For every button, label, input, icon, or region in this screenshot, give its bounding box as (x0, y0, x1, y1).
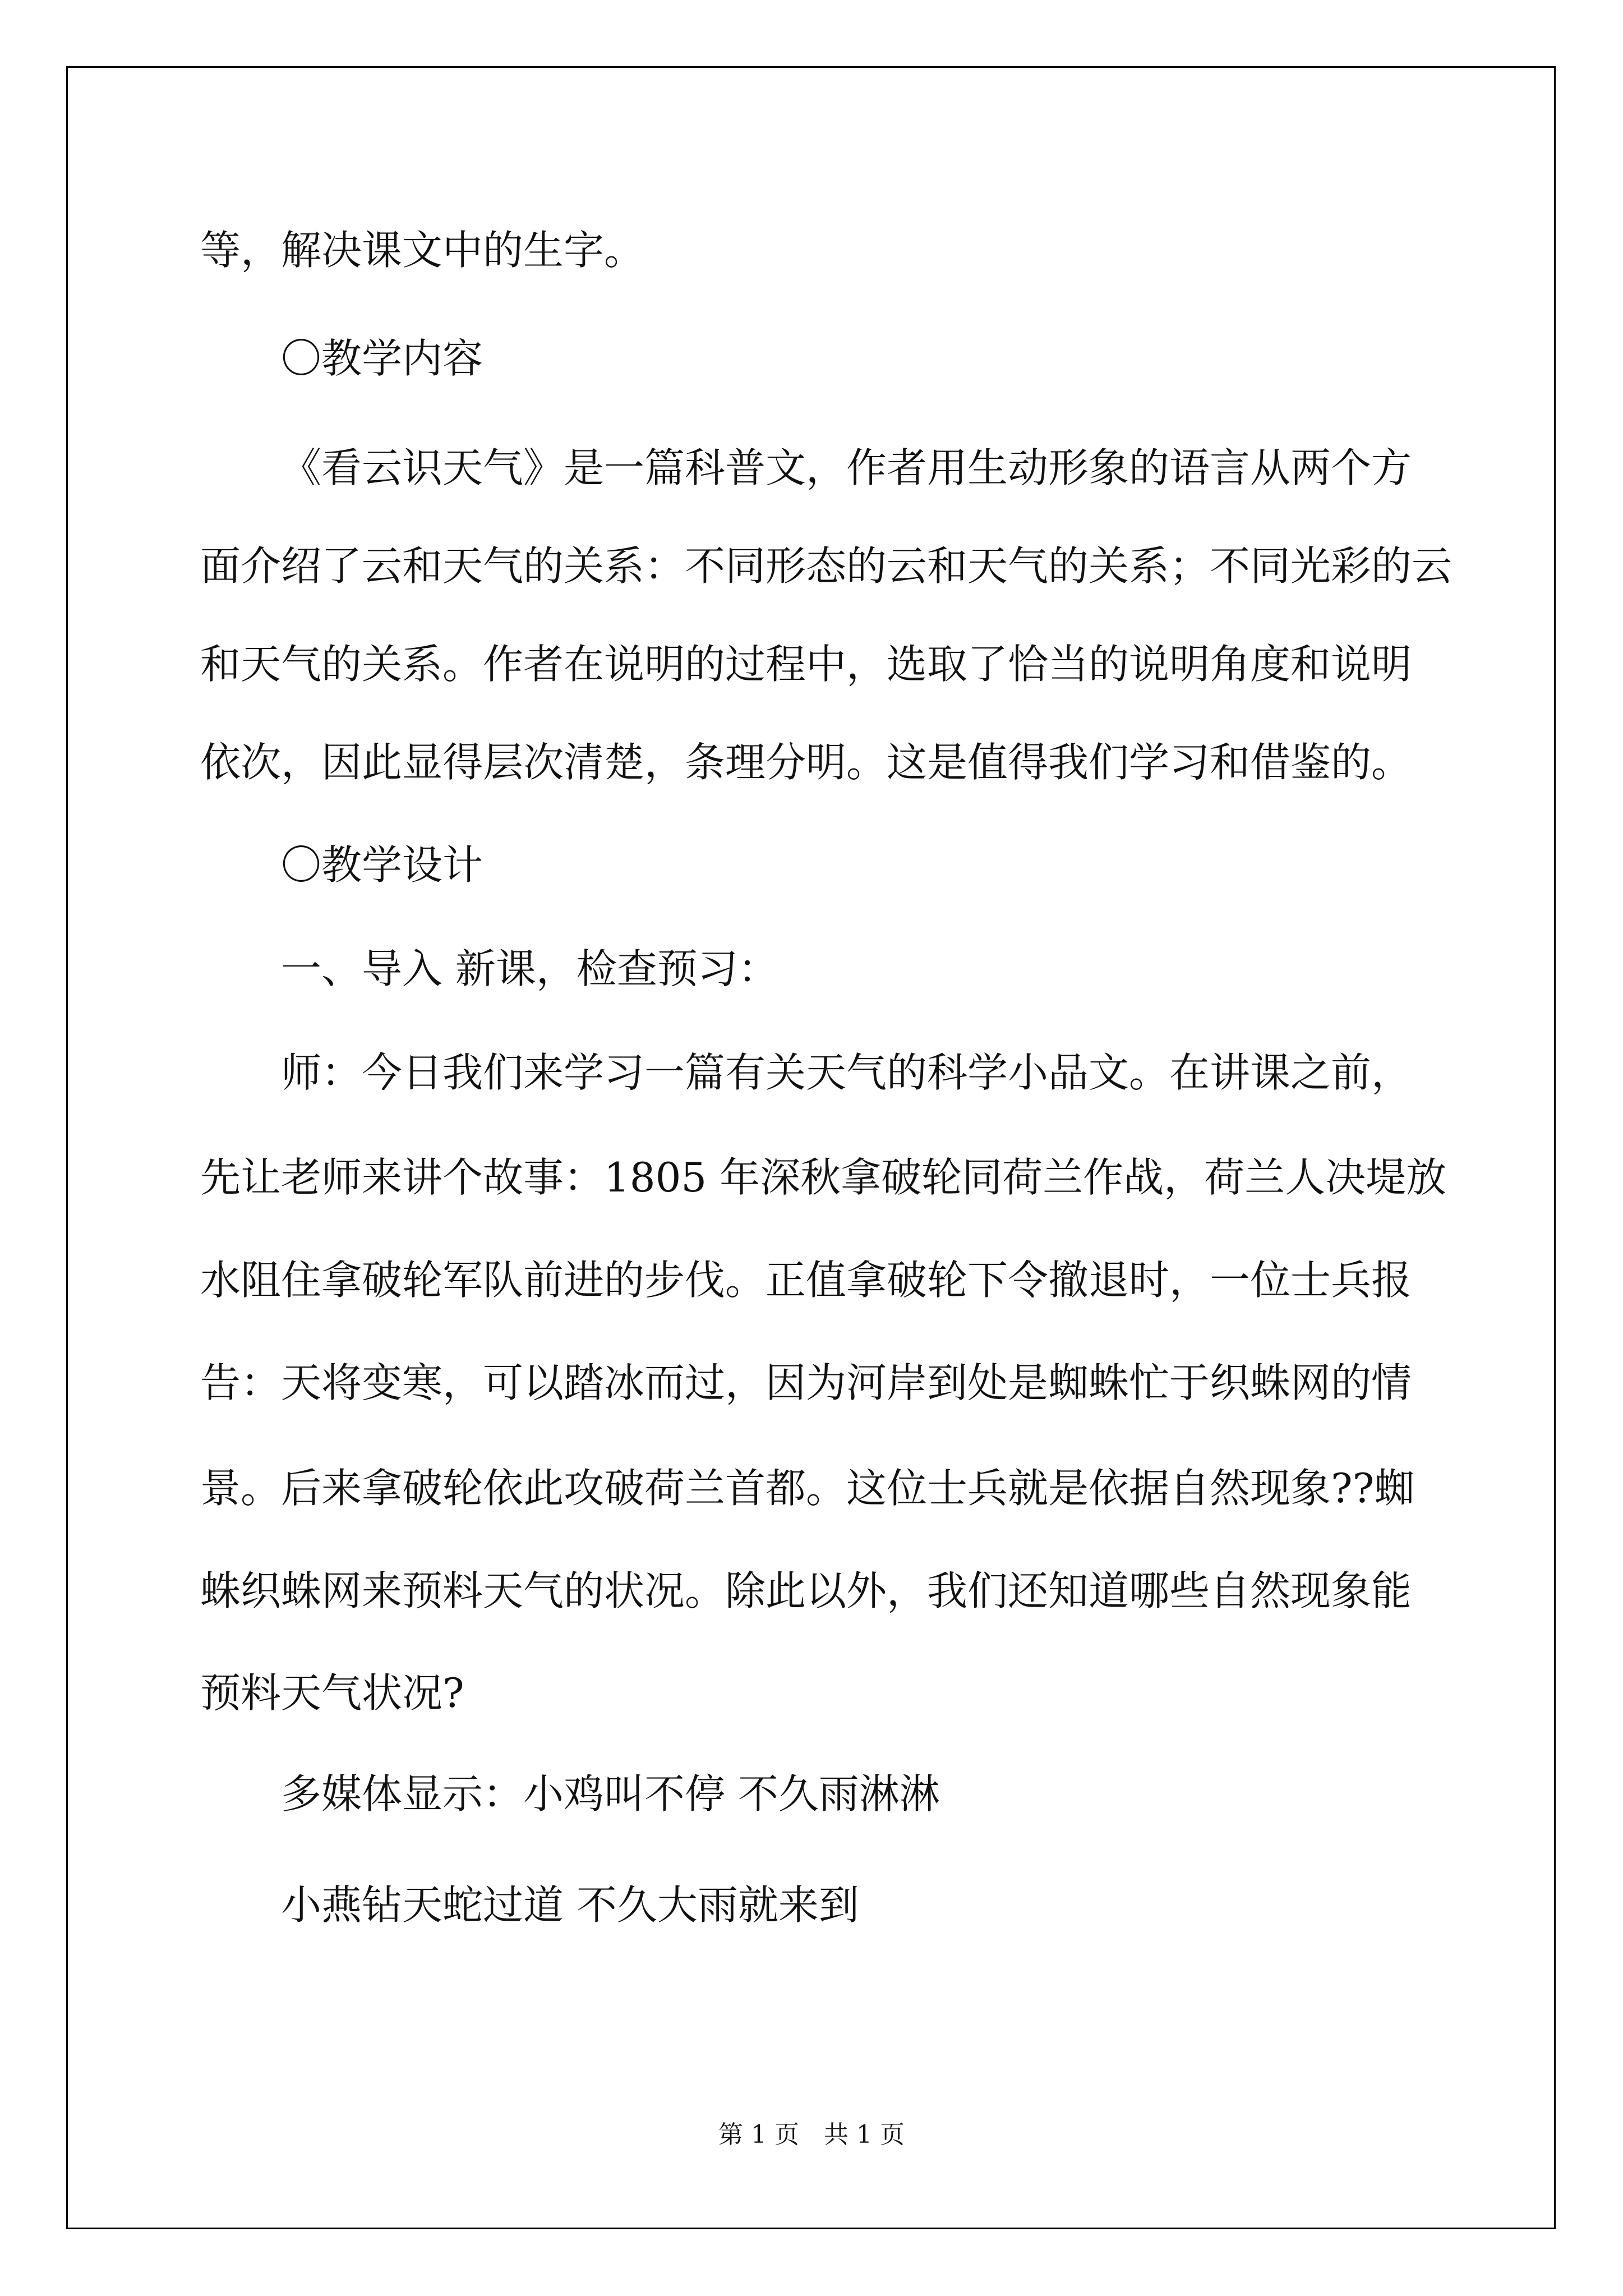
paragraph-line-9: 师：今日我们来学习一篇有关天气的科学小品文。在讲课之前， (281, 1049, 1412, 1096)
section-heading-teaching-design: 〇教学设计 (281, 841, 483, 889)
subsection-heading-intro: 一、导入 新课，检查预习： (281, 945, 778, 992)
paragraph-line-3: 《看云识天气》是一篇科普文，作者用生动形象的语言从两个方 (281, 444, 1412, 491)
section-heading-teaching-content: 〇教学内容 (281, 335, 483, 382)
paragraph-line-15: 预料天气状况? (200, 1669, 464, 1717)
paragraph-line-6: 依次，因此显得层次清楚，条理分明。这是值得我们学习和借鉴的。 (200, 739, 1412, 786)
paragraph-line-12: 告：天将变寒，可以踏冰而过，因为河岸到处是蜘蛛忙于织蛛网的情 (200, 1359, 1412, 1406)
paragraph-line-17: 小燕钻天蛇过道 不久大雨就来到 (281, 1881, 859, 1929)
paragraph-line-1: 等，解决课文中的生字。 (200, 227, 645, 274)
paragraph-line-5: 和天气的关系。作者在说明的过程中，选取了恰当的说明角度和说明 (200, 641, 1412, 688)
paragraph-line-4: 面介绍了云和天气的关系：不同形态的云和天气的关系；不同光彩的云 (200, 542, 1453, 590)
page-number-footer: 第 1 页 共 1 页 (718, 2120, 905, 2149)
paragraph-line-10: 先让老师来讲个故事：1805 年深秋拿破轮同荷兰作战，荷兰人决堤放 (200, 1154, 1447, 1201)
paragraph-line-16: 多媒体显示：小鸡叫不停 不久雨淋淋 (281, 1770, 940, 1818)
paragraph-line-11: 水阻住拿破轮军队前进的步伐。正值拿破轮下令撤退时，一位士兵报 (200, 1257, 1412, 1304)
paragraph-line-14: 蛛织蛛网来预料天气的状况。除此以外，我们还知道哪些自然现象能 (200, 1567, 1412, 1614)
paragraph-line-13: 景。后来拿破轮依此攻破荷兰首都。这位士兵就是依据自然现象??蜘 (200, 1465, 1415, 1512)
